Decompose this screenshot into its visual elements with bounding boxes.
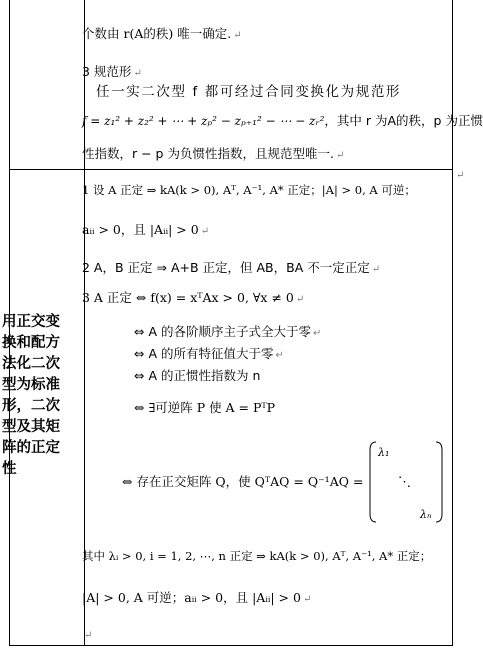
- equiv-invertible-p: ⇔ ∃可逆阵 P 使 A = PᵀP: [134, 400, 276, 415]
- equiv-principal-minors: ⇔ A 的各阶顺序主子式全大于零 ↵: [134, 324, 322, 339]
- equiv-orthogonal-q: ⇔ 存在正交矩阵 Q，使 QᵀAQ = Q⁻¹AQ =: [122, 474, 364, 489]
- row1-line2: 3 规范形 ↵: [82, 64, 142, 79]
- item1-line2: aᵢᵢ > 0，且 |Aᵢᵢ| > 0 ↵: [82, 222, 210, 237]
- matrix-entry-mid: ⋱: [398, 475, 411, 490]
- row1-line5: 性指数，r − p 为负惯性指数，且规范型唯一. ↵: [82, 146, 345, 161]
- row1-line4: f = z₁² + z₂² + ⋯ + zₚ² − zₚ₊₁² − ⋯ − zᵣ²，其中 r 为A的秩，p 为正惯: [82, 113, 483, 128]
- matrix-entry-top: λ₁: [378, 446, 390, 459]
- item3: 3 A 正定 ⇔ f(x) = xᵀAx > 0, ∀x ≠ 0 ↵: [82, 290, 305, 305]
- diagonal-matrix: [368, 440, 444, 524]
- row1-line3: 任一实二次型 f 都可经过合同变换化为规范形: [96, 84, 402, 100]
- equiv-inertia-index: ⇔ A 的正惯性指数为 n: [134, 368, 261, 383]
- section-label: 用正交变换和配方法化二次型为标准形，二次型及其矩阵的正定性: [2, 314, 60, 477]
- row1-line1: 个数由 r(A的秩) 唯一确定. ↵: [82, 26, 242, 41]
- matrix-entry-bottom: λₙ: [420, 508, 432, 521]
- matrix-brackets: [368, 440, 444, 524]
- item1-line1: 1 设 A 正定 ⇒ kA(k > 0), Aᵀ, A⁻¹, A* 正定；|A| > 0, A 可逆；: [82, 183, 416, 197]
- item2: 2 A，B 正定 ⇒ A+B 正定，但 AB，BA 不一定正定 ↵: [82, 260, 381, 275]
- empty-paragraph: ↵: [84, 630, 93, 641]
- tail-line1: 其中 λᵢ > 0, i = 1, 2, ⋯, n 正定 ⇒ kA(k > 0), Aᵀ, A⁻¹, A* 正定；: [82, 549, 432, 563]
- paragraph-mark: ↵: [456, 170, 465, 181]
- tail-line2: |A| > 0, A 可逆；aᵢᵢ > 0，且 |Aᵢᵢ| > 0 ↵: [82, 590, 312, 605]
- equiv-eigenvalues: ⇔ A 的所有特征值大于零 ↵: [134, 346, 284, 361]
